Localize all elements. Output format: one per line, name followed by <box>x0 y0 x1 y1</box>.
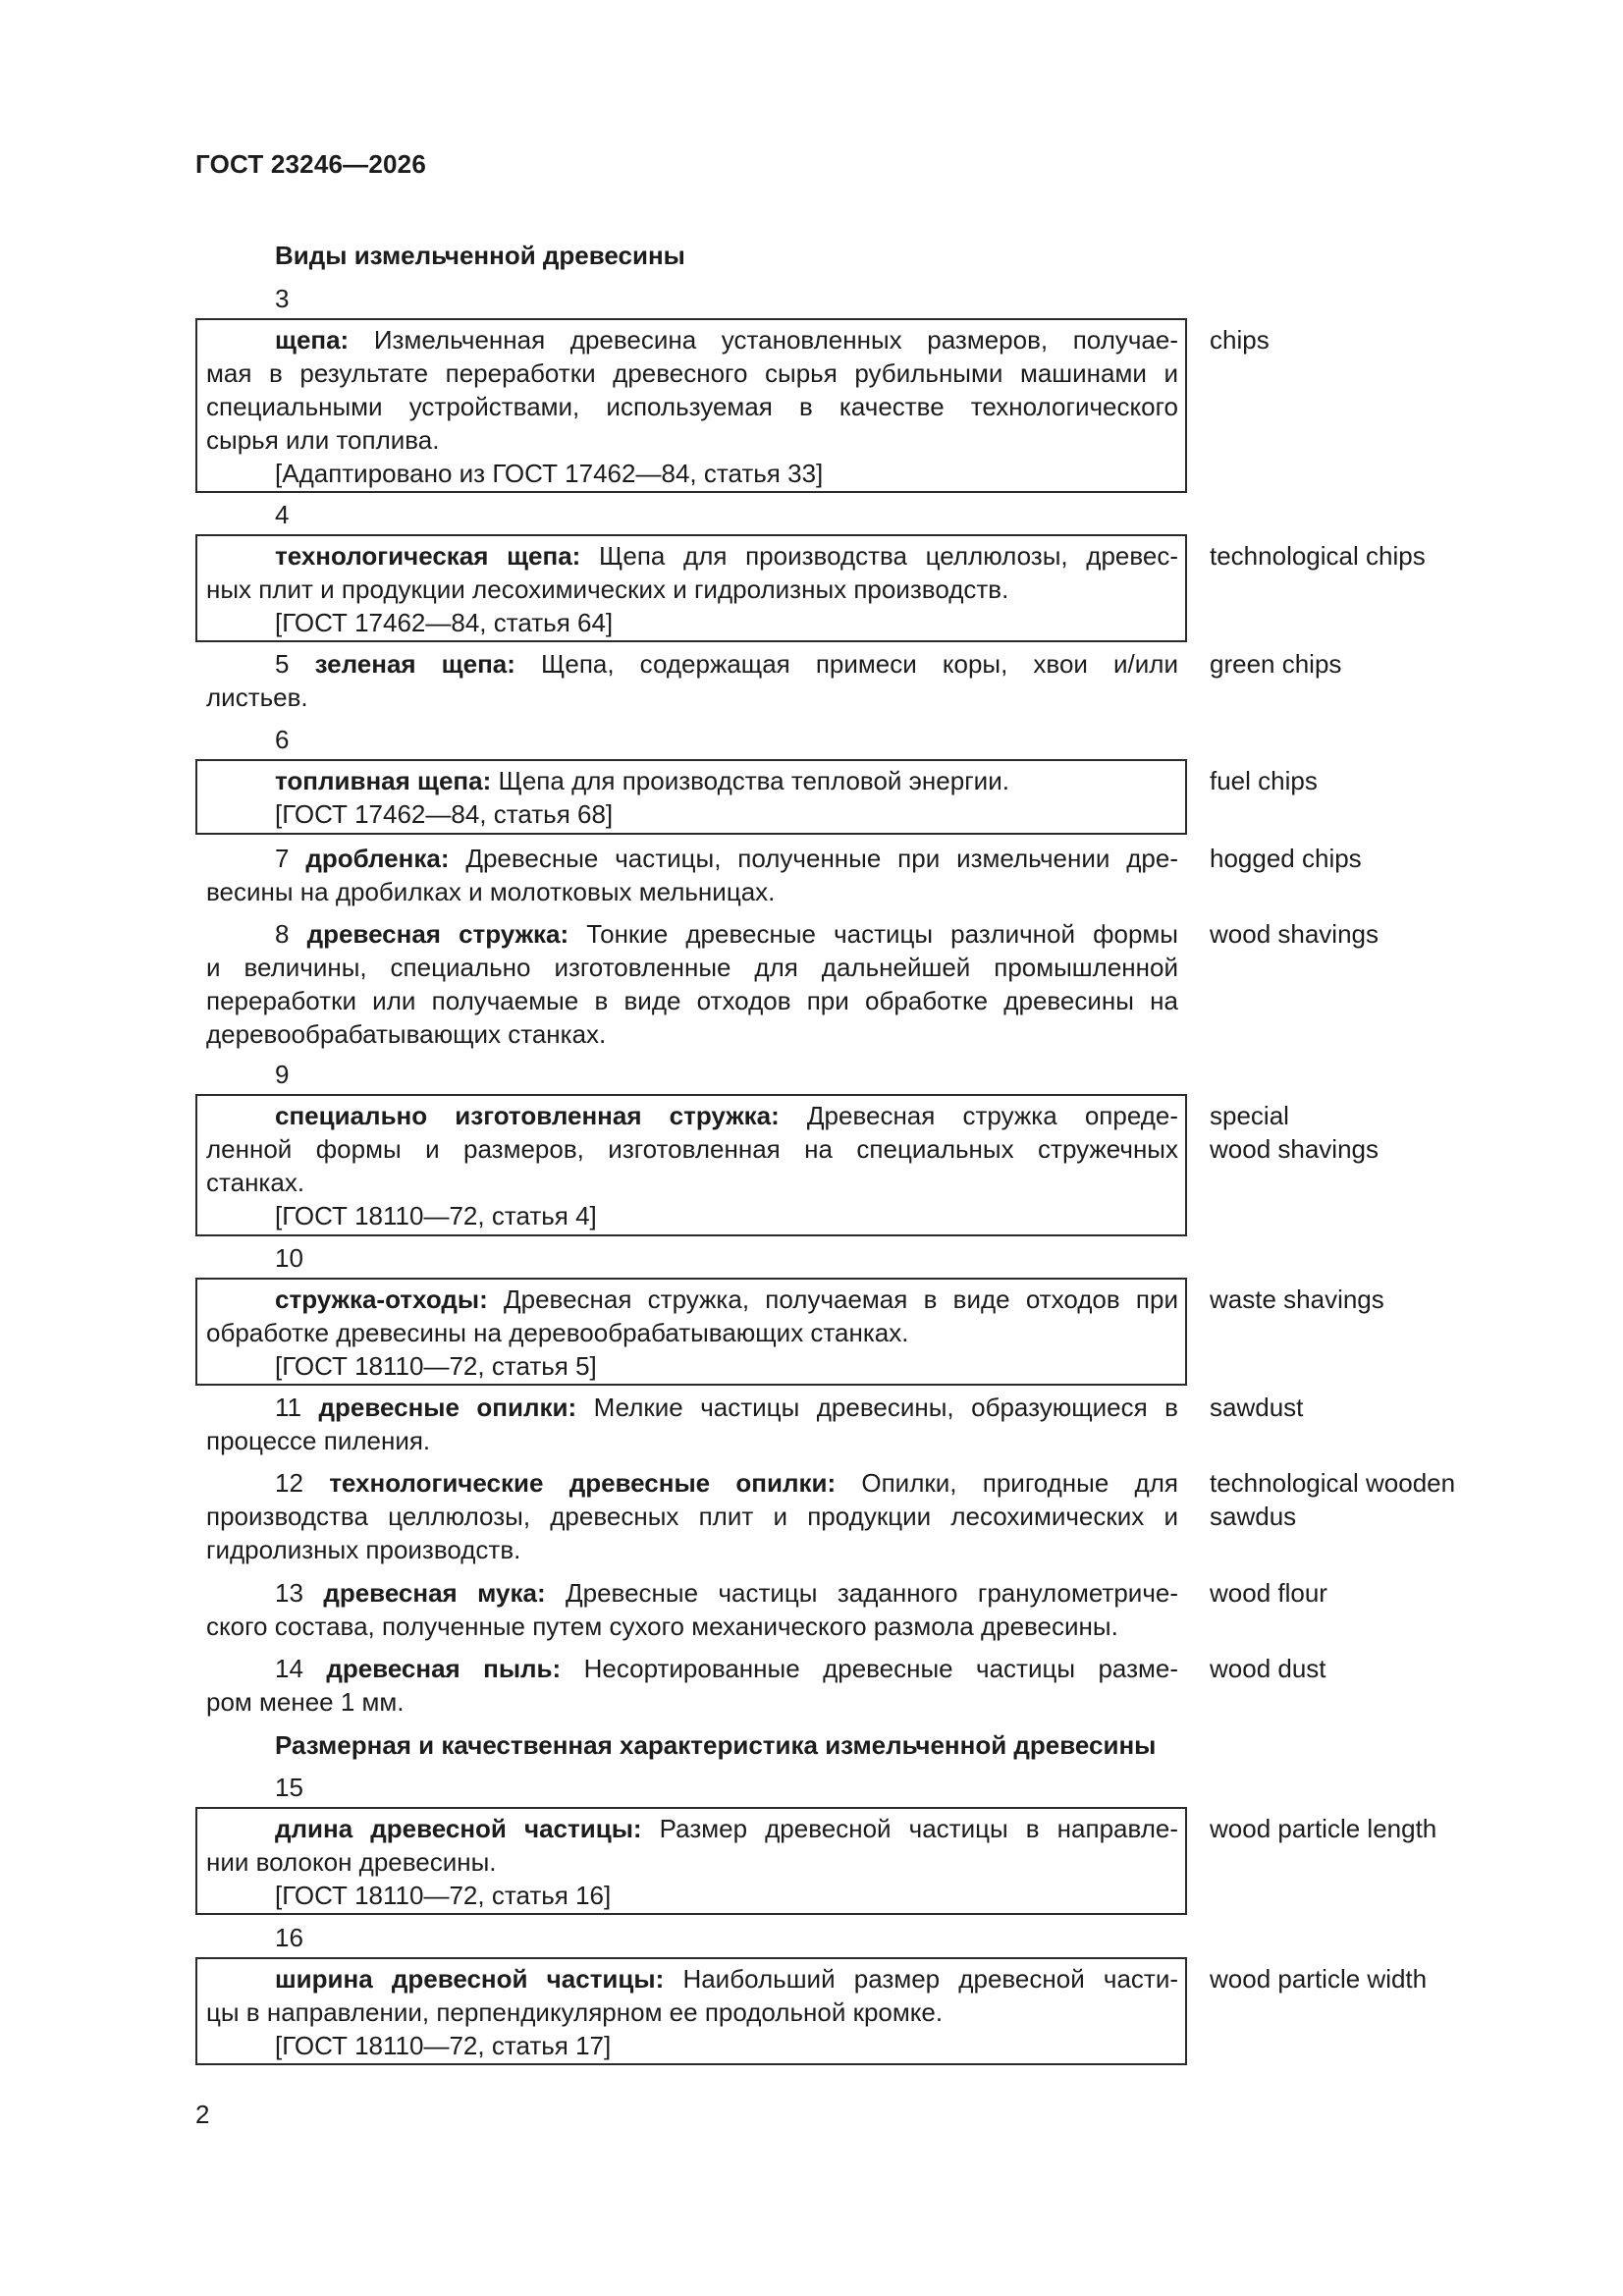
term-name: стружка-отходы: <box>275 1285 488 1314</box>
term-number: 7 <box>275 844 290 873</box>
term-name: топливная щепа: <box>275 766 492 795</box>
term-number: 6 <box>275 725 290 754</box>
term-name: технологические древесные опилки: <box>329 1468 837 1498</box>
term-source: [ГОСТ 17462—84, статья 68] <box>275 799 614 829</box>
term-english: wood flour <box>1210 1578 1327 1608</box>
term-english: fuel chips <box>1210 766 1318 795</box>
term-name: древесная мука: <box>323 1578 546 1608</box>
term-number: 15 <box>275 1773 303 1802</box>
term-number: 5 <box>275 649 290 679</box>
term-name: древесная стружка: <box>306 919 569 949</box>
term-name: дробленка: <box>305 844 450 873</box>
document-header: ГОСТ 23246—2026 <box>195 149 426 179</box>
term-definition: топливная щепа: Щепа для производства тепловой энергии. [ГОСТ 17462—84, статья 68] <box>206 764 1178 831</box>
term-source: [ГОСТ 18110—72, статья 16] <box>275 1881 612 1910</box>
term-english: green chips <box>1210 649 1342 679</box>
term-english: sawdust <box>1210 1393 1304 1422</box>
term-definition: ширина древесной частицы: Наибольший размер древесной части- цы в направлении, перпендикулярном ее продольной кромке. [ГОСТ 18110—72, статья 17] <box>206 1964 1178 2060</box>
term-name: древесные опилки: <box>318 1393 577 1422</box>
term-number: 9 <box>275 1060 290 1089</box>
term-number: 11 <box>275 1393 301 1422</box>
term-definition: длина древесной частицы: Размер древесной частицы в направле- нии волокон древесины. [ГОСТ 18110—72, статья 16] <box>206 1814 1178 1910</box>
section-title: Размерная и качественная характеристика измельченной древесины <box>275 1730 1157 1760</box>
term-name: технологическая щепа: <box>275 541 581 571</box>
term-english: hogged chips <box>1210 844 1362 873</box>
term-english: waste shavings <box>1210 1285 1384 1314</box>
term-definition: 7 дробленка: Древесные частицы, полученные при измельчении дре- весины на дробилках и молотковых мельницах. <box>206 844 1178 906</box>
term-english: wood particle length <box>1210 1814 1437 1843</box>
term-source: [ГОСТ 18110—72, статья 5] <box>275 1351 597 1381</box>
term-definition: щепа: Измельченная древесина установленных размеров, получае- мая в результате переработки древесного сырья рубильными машинами и специальными устройствами, используемая в качестве технологического сырья или топлива. [Адаптировано из ГОСТ 17462—84, статья 33] <box>206 325 1178 488</box>
term-definition: 13 древесная мука: Древесные частицы заданного гранулометриче- ского состава, полученные путем сухого механического размола древесины. <box>206 1578 1178 1641</box>
term-english: technological chips <box>1210 541 1426 571</box>
term-name: длина древесной частицы: <box>275 1814 642 1843</box>
page-number: 2 <box>195 2100 210 2129</box>
term-english: technological wooden sawdus <box>1210 1468 1456 1531</box>
term-source: [ГОСТ 17462—84, статья 64] <box>275 608 614 637</box>
section-title: Виды измельченной древесины <box>275 241 685 270</box>
term-definition: технологическая щепа: Щепа для производства целлюлозы, древес- ных плит и продукции лесохимических и гидролизных производств. [ГОСТ 17462—84, статья 64] <box>206 541 1178 637</box>
term-source: [Адаптировано из ГОСТ 17462—84, статья 33] <box>275 459 824 488</box>
term-number: 13 <box>275 1578 303 1608</box>
term-english: special wood shavings <box>1210 1101 1379 1164</box>
term-number: 3 <box>275 284 290 313</box>
term-definition: 11 древесные опилки: Мелкие частицы древесины, образующиеся в процессе пиления. <box>206 1393 1178 1455</box>
term-name: зеленая щепа: <box>314 649 515 679</box>
term-number: 8 <box>275 919 290 949</box>
term-english: chips <box>1210 325 1270 355</box>
term-definition: 8 древесная стружка: Тонкие древесные частицы различной формы и величины, специально изготовленные для дальнейшей промышленной переработки или получаемые в виде отходов при обработке древесины на деревообрабатывающих станках. <box>206 919 1178 1049</box>
term-source: [ГОСТ 18110—72, статья 4] <box>275 1201 597 1230</box>
term-definition: 14 древесная пыль: Несортированные древесные частицы разме- ром менее 1 мм. <box>206 1654 1178 1717</box>
term-name: специально изготовленная стружка: <box>275 1101 780 1130</box>
term-english: wood dust <box>1210 1654 1326 1683</box>
term-name: древесная пыль: <box>326 1654 562 1683</box>
term-source: [ГОСТ 18110—72, статья 17] <box>275 2031 612 2060</box>
term-definition: 5 зеленая щепа: Щепа, содержащая примеси коры, хвои и/или листьев. <box>206 649 1178 712</box>
term-number: 4 <box>275 500 290 529</box>
term-number: 16 <box>275 1923 303 1952</box>
term-name: ширина древесной частицы: <box>275 1964 665 1994</box>
term-number: 14 <box>275 1654 303 1683</box>
term-name: щепа: <box>275 325 350 355</box>
term-number: 10 <box>275 1243 303 1273</box>
term-english: wood shavings <box>1210 919 1379 949</box>
term-definition: стружка-отходы: Древесная стружка, получаемая в виде отходов при обработке древесины на деревообрабатывающих станках. [ГОСТ 18110—72, статья 5] <box>206 1285 1178 1381</box>
term-number: 12 <box>275 1468 303 1498</box>
term-english: wood particle width <box>1210 1964 1428 1994</box>
term-definition: специально изготовленная стружка: Древесная стружка опреде- ленной формы и размеров, изготовленная на специальных стружечных станках. [ГОСТ 18110—72, статья 4] <box>206 1101 1179 1230</box>
term-definition: 12 технологические древесные опилки: Опилки, пригодные для производства целлюлозы, древесных плит и продукции лесохимических и гидролизных производств. <box>206 1468 1178 1564</box>
